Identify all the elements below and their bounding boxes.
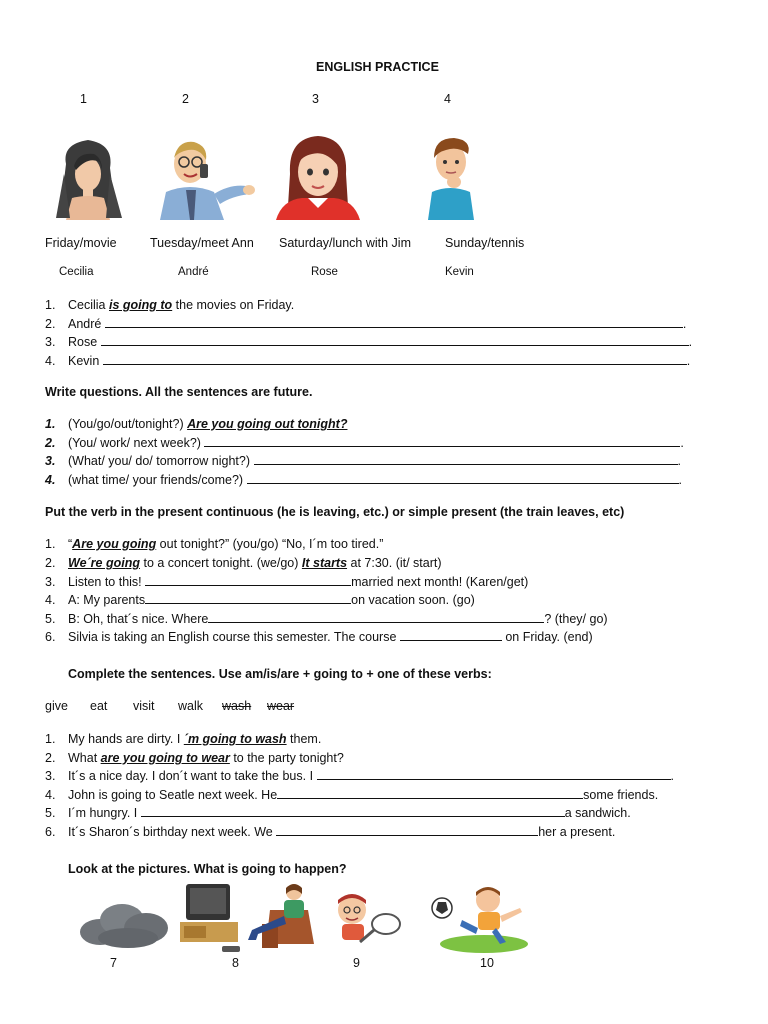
exercise-item <box>45 536 383 552</box>
item-number: 6. <box>45 825 56 839</box>
picture-number: 9 <box>353 956 360 970</box>
item-text: Cecilia <box>68 298 109 312</box>
verb-eat: eat <box>90 699 108 713</box>
item-text: her a present. <box>538 825 616 839</box>
verb-visit: visit <box>133 699 155 713</box>
item-number: 3. <box>45 575 56 589</box>
exercise-item <box>45 316 686 332</box>
item-text: Rose <box>68 335 101 349</box>
item-number: 4. <box>45 788 56 802</box>
item-number: 2. <box>45 556 56 570</box>
section-heading: Write questions. All the sentences are future. <box>45 385 313 399</box>
item-text: the movies on Friday. <box>172 298 295 312</box>
answer-blank[interactable] <box>208 611 544 623</box>
item-number: 1. <box>45 298 56 312</box>
item-text: “ <box>68 537 73 551</box>
item-text: What <box>68 751 101 765</box>
item-answer: ´m going to wash <box>183 732 287 746</box>
person-name: Kevin <box>445 266 474 278</box>
item-number: 1. <box>45 537 56 551</box>
exercise-item <box>45 574 528 590</box>
item-number: 5. <box>45 806 56 820</box>
exercise-item <box>45 750 344 766</box>
item-text: Listen to this! <box>68 575 146 589</box>
exercise-item <box>45 334 692 350</box>
item-text: John is going to Seatle next week. He <box>68 788 278 802</box>
item-number: 1. <box>45 732 56 746</box>
answer-blank[interactable] <box>276 824 538 836</box>
item-text: ? (they/ go) <box>544 612 608 626</box>
item-text: I´m hungry. I <box>68 806 141 820</box>
item-prompt: (You/ work/ next week?) <box>68 436 205 450</box>
item-text: on vacation soon. (go) <box>351 593 475 607</box>
item-text: . <box>686 354 691 368</box>
boy-soccer-image <box>426 882 538 954</box>
item-answer: It starts <box>301 556 348 570</box>
item-text: a sandwich. <box>564 806 631 820</box>
item-text: to the party tonight? <box>229 751 344 765</box>
item-answer: are you going to wear <box>100 751 230 765</box>
person-number: 1 <box>80 92 87 106</box>
item-number: 5. <box>45 612 56 626</box>
item-text: married next month! (Karen/get) <box>351 575 529 589</box>
item-number: 3. <box>45 335 56 349</box>
answer-blank[interactable] <box>141 805 565 817</box>
answer-blank[interactable] <box>247 472 679 484</box>
exercise-item <box>45 453 681 469</box>
exercise-item <box>45 787 658 803</box>
exercise-item <box>45 824 615 840</box>
item-number: 1. <box>45 417 56 431</box>
section-heading: Complete the sentences. Use am/is/are + going to + one of these verbs: <box>68 667 492 681</box>
item-text: on Friday. (end) <box>501 630 593 644</box>
boy-thinking-image <box>418 134 484 220</box>
answer-blank[interactable] <box>145 592 351 604</box>
exercise-item <box>45 629 593 645</box>
person-number: 4 <box>444 92 451 106</box>
item-text: . <box>688 335 693 349</box>
verb-wear-crossed: wear <box>267 699 295 713</box>
item-text: A: My parents <box>68 593 146 607</box>
person-number: 2 <box>182 92 189 106</box>
tv-couch-image <box>178 880 320 956</box>
exercise-item <box>45 611 608 627</box>
tennis-player-image <box>330 890 406 952</box>
item-text: . <box>677 454 681 468</box>
woman-long-hair-image <box>48 134 130 220</box>
woman-red-hair-image <box>272 134 364 220</box>
item-text: André <box>68 317 105 331</box>
item-prompt: (You/go/out/tonight?) <box>68 417 188 431</box>
item-answer: Are you going out tonight? <box>187 417 348 431</box>
exercise-item <box>45 416 347 432</box>
person-name: Cecilia <box>59 266 94 278</box>
item-text: . <box>678 473 683 487</box>
answer-blank[interactable] <box>101 334 689 346</box>
answer-blank[interactable] <box>145 574 351 586</box>
item-answer: is going to <box>109 298 173 312</box>
item-text: My hands are dirty. I <box>68 732 184 746</box>
verb-give: give <box>45 699 68 713</box>
answer-blank[interactable] <box>103 353 687 365</box>
person-name: Rose <box>311 266 338 278</box>
item-text: Kevin <box>68 354 103 368</box>
item-text: . <box>670 769 674 783</box>
person-caption: Friday/movie <box>45 236 117 250</box>
exercise-item <box>45 731 321 747</box>
exercise-item <box>45 297 294 313</box>
section-heading: Put the verb in the present continuous (he is leaving, etc.) or simple present (the train leaves, etc) <box>45 505 625 519</box>
item-number: 3. <box>45 769 56 783</box>
item-text: some friends. <box>583 788 659 802</box>
person-caption: Sunday/tennis <box>445 236 525 250</box>
answer-blank[interactable] <box>204 435 680 447</box>
exercise-item <box>45 353 690 369</box>
item-number: 6. <box>45 630 56 644</box>
person-caption: Saturday/lunch with Jim <box>279 236 412 250</box>
item-text: It´s Sharon´s birthday next week. We <box>68 825 277 839</box>
answer-blank[interactable] <box>105 316 683 328</box>
picture-number: 7 <box>110 956 117 970</box>
person-number: 3 <box>312 92 319 106</box>
item-number: 4. <box>45 354 56 368</box>
answer-blank[interactable] <box>400 629 502 641</box>
item-prompt: (what time/ your friends/come?) <box>68 473 247 487</box>
exercise-item <box>45 805 631 821</box>
exercise-item <box>45 555 442 571</box>
page-title: ENGLISH PRACTICE <box>316 60 439 74</box>
item-text: It´s a nice day. I don´t want to take the bus. I <box>68 769 317 783</box>
section-heading: Look at the pictures. What is going to happen? <box>68 862 347 876</box>
item-text: Silvia is taking an English course this semester. The course <box>68 630 400 644</box>
man-on-phone-image <box>150 134 256 220</box>
answer-blank[interactable] <box>277 787 583 799</box>
item-text: . <box>680 436 684 450</box>
answer-blank[interactable] <box>317 768 671 780</box>
exercise-item <box>45 435 684 451</box>
item-text: to a concert tonight. (we/go) <box>140 556 302 570</box>
item-answer: We´re going <box>68 556 140 570</box>
cloud-image <box>78 900 170 950</box>
exercise-item <box>45 592 475 608</box>
item-text: out tonight?” (you/go) “No, I´m too tired.” <box>156 537 384 551</box>
item-prompt: (What/ you/ do/ tomorrow night?) <box>68 454 254 468</box>
person-caption: Tuesday/meet Ann <box>150 236 254 250</box>
item-number: 4. <box>45 473 56 487</box>
item-number: 3. <box>45 454 56 468</box>
picture-number: 10 <box>480 956 494 970</box>
item-number: 4. <box>45 593 56 607</box>
picture-number: 8 <box>232 956 239 970</box>
verb-walk: walk <box>178 699 204 713</box>
item-text: . <box>682 317 687 331</box>
person-name: André <box>178 266 209 278</box>
exercise-item <box>45 472 682 488</box>
item-number: 2. <box>45 436 56 450</box>
exercise-item <box>45 768 674 784</box>
answer-blank[interactable] <box>254 453 678 465</box>
item-answer: Are you going <box>72 537 157 551</box>
verb-wash-crossed: wash <box>222 699 252 713</box>
item-text: B: Oh, that´s nice. Where <box>68 612 209 626</box>
item-number: 2. <box>45 317 56 331</box>
item-number: 2. <box>45 751 56 765</box>
item-text: them. <box>286 732 322 746</box>
item-text: at 7:30. (it/ start) <box>347 556 442 570</box>
